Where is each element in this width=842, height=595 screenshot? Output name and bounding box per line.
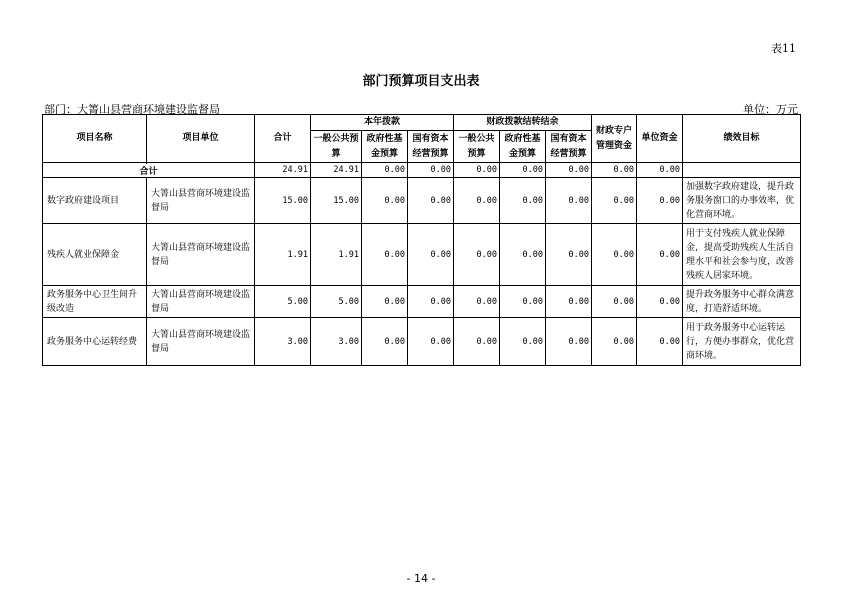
project-unit: 大箐山县营商环境建设监督局 [147, 318, 255, 366]
performance-goal: 用于政务服务中心运转运行，方便办事群众，优化营商环境。 [683, 318, 801, 366]
page-title: 部门预算项目支出表 [362, 74, 480, 89]
cell-value: 15.00 [311, 178, 362, 224]
cell-value: 0.00 [592, 318, 637, 366]
cell-value: 0.00 [454, 286, 500, 318]
table-row [43, 318, 801, 366]
cell-value: 1.91 [255, 224, 311, 286]
cell-value: 0.00 [592, 178, 637, 224]
header-carry-fund-budget: 政府性基金预算 [500, 131, 546, 163]
performance-goal: 加强数字政府建设，提升政务服务窗口的办事效率，优化营商环境。 [683, 178, 801, 224]
header-carry-general-budget: 一般公共预算 [454, 131, 500, 163]
cell-value: 0.00 [454, 224, 500, 286]
total-performance [683, 163, 801, 178]
cell-value: 0.00 [592, 286, 637, 318]
header-general-budget: 一般公共预算 [311, 131, 362, 163]
total-value: 24.91 [255, 163, 311, 178]
cell-value: 0.00 [637, 286, 683, 318]
cell-value: 0.00 [546, 224, 592, 286]
cell-value: 0.00 [362, 224, 408, 286]
unit-label: 单位：万元 [743, 103, 798, 116]
table-row [43, 178, 801, 224]
header-carry-state-capital: 国有资本经营预算 [546, 131, 592, 163]
header-performance: 绩效目标 [683, 115, 801, 163]
project-unit: 大箐山县营商环境建设监督局 [147, 178, 255, 224]
header-fund-budget: 政府性基金预算 [362, 131, 408, 163]
header-state-capital: 国有资本经营预算 [408, 131, 454, 163]
total-row [43, 163, 801, 178]
cell-value: 0.00 [592, 224, 637, 286]
cell-value: 0.00 [362, 318, 408, 366]
performance-goal: 提升政务服务中心群众满意度，打造舒适环境。 [683, 286, 801, 318]
cell-value: 0.00 [362, 286, 408, 318]
cell-value: 5.00 [255, 286, 311, 318]
project-name: 数字政府建设项目 [43, 178, 147, 224]
department-label: 部门：大箐山县营商环境建设监督局 [44, 103, 220, 116]
header-total: 合计 [255, 115, 311, 163]
header-carryover: 财政拨款结转结余 [454, 115, 592, 131]
cell-value: 3.00 [255, 318, 311, 366]
cell-value: 0.00 [362, 178, 408, 224]
cell-value: 0.00 [546, 286, 592, 318]
cell-value: 0.00 [454, 178, 500, 224]
header-project-unit: 项目单位 [147, 115, 255, 163]
header-unit-funds: 单位资金 [637, 115, 683, 163]
cell-value: 1.91 [311, 224, 362, 286]
cell-value: 0.00 [454, 318, 500, 366]
project-name: 残疾人就业保障金 [43, 224, 147, 286]
project-unit: 大箐山县营商环境建设监督局 [147, 286, 255, 318]
header-special-mgmt: 财政专户管理资金 [592, 115, 637, 163]
total-value: 0.00 [362, 163, 408, 178]
header-project-name: 项目名称 [43, 115, 147, 163]
table-row [43, 224, 801, 286]
cell-value: 0.00 [408, 224, 454, 286]
total-value: 0.00 [637, 163, 683, 178]
project-name: 政务服务中心运转经费 [43, 318, 147, 366]
cell-value: 0.00 [637, 318, 683, 366]
header-current-year: 本年拨款 [311, 115, 454, 131]
cell-value: 0.00 [637, 224, 683, 286]
project-name: 政务服务中心卫生间升级改造 [43, 286, 147, 318]
table-number: 表11 [771, 42, 796, 55]
cell-value: 0.00 [500, 178, 546, 224]
budget-table [42, 114, 801, 366]
total-value: 24.91 [311, 163, 362, 178]
cell-value: 0.00 [637, 178, 683, 224]
total-value: 0.00 [546, 163, 592, 178]
cell-value: 0.00 [408, 318, 454, 366]
cell-value: 15.00 [255, 178, 311, 224]
cell-value: 0.00 [500, 286, 546, 318]
total-value: 0.00 [592, 163, 637, 178]
cell-value: 0.00 [408, 286, 454, 318]
cell-value: 0.00 [500, 318, 546, 366]
performance-goal: 用于支付残疾人就业保障金，提高受助残疾人生活自理水平和社会参与度，改善残疾人居家环境。 [683, 224, 801, 286]
total-value: 0.00 [408, 163, 454, 178]
cell-value: 0.00 [546, 318, 592, 366]
table-row [43, 286, 801, 318]
cell-value: 0.00 [546, 178, 592, 224]
cell-value: 3.00 [311, 318, 362, 366]
project-unit: 大箐山县营商环境建设监督局 [147, 224, 255, 286]
cell-value: 0.00 [408, 178, 454, 224]
total-label: 合计 [43, 163, 255, 178]
cell-value: 5.00 [311, 286, 362, 318]
total-value: 0.00 [454, 163, 500, 178]
page-number: - 14 - [406, 572, 436, 585]
total-value: 0.00 [500, 163, 546, 178]
cell-value: 0.00 [500, 224, 546, 286]
